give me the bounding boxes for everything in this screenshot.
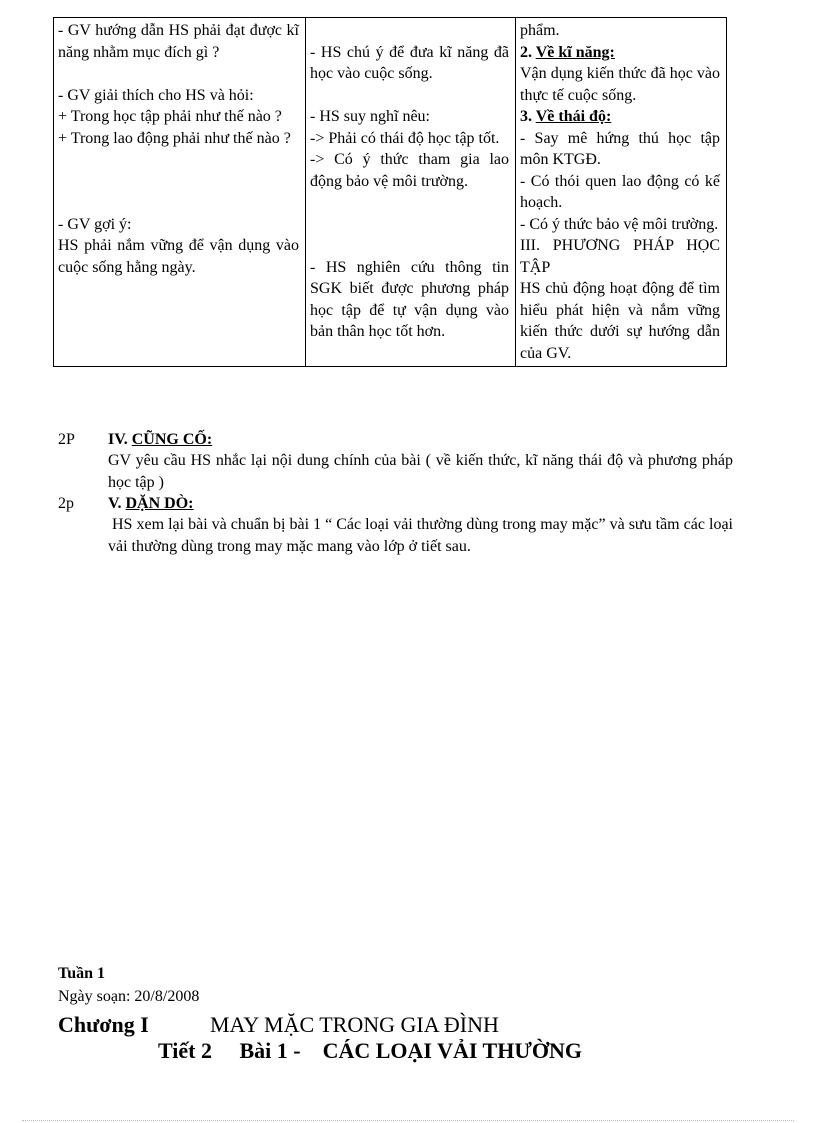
content-line: - Say mê hứng thú học tập môn KTGĐ.: [520, 129, 720, 168]
attitude-heading: 3. Về thái độ:: [520, 108, 612, 125]
teacher-line: - GV gợi ý:: [58, 215, 132, 233]
skills-heading: 2. Về kĩ năng:: [520, 43, 615, 61]
section-time: 2P: [58, 431, 75, 448]
table-row: [54, 18, 727, 367]
chapter-title: MAY MẶC TRONG GIA ĐÌNH: [210, 1012, 499, 1037]
section-body: HS xem lại bài và chuẩn bị bài 1 “ Các loại vải thường dùng trong may mặc” và sưu tầm các loại vải thường dùng trong may mặc mang vào lớp ở tiết sau.: [108, 516, 733, 555]
teacher-line: - GV hướng dẫn HS phải đạt được kĩ năng nhằm mục đích gì ?: [58, 22, 299, 61]
lesson-title: Tiết 2 Bài 1 - CÁC LOẠI VẢI THƯỜNG: [158, 1038, 582, 1063]
prepared-date: Ngày soạn: 20/8/2008: [58, 988, 200, 1005]
section-heading: V. DẶN DÒ:: [108, 495, 194, 512]
week-label: Tuần 1: [58, 965, 105, 982]
teacher-line: + Trong học tập phải như thế nào ?: [58, 108, 282, 125]
teacher-activity-cell: [54, 18, 306, 367]
content-line: - Có ý thức bảo vệ môi trường.: [520, 215, 719, 233]
chapter-label: Chương I: [58, 1012, 149, 1037]
student-activity-cell: [306, 18, 516, 367]
lesson-heading: [58, 1038, 758, 1064]
student-line: -> Phải có thái độ học tập tốt.: [310, 129, 500, 147]
content-line: Vận dụng kiến thức đã học vào thực tế cuộc sống.: [520, 65, 720, 104]
content-cell: [516, 18, 727, 367]
student-line: - HS nghiên cứu thông tin SGK biết được phương pháp học tập để tự vận dụng vào bản thân học tốt hơn.: [310, 258, 509, 340]
student-line: - HS suy nghĩ nêu:: [310, 108, 430, 125]
content-line: HS chủ động hoạt động để tìm hiểu phát hiện và nắm vững kiến thức dưới sự hướng dẫn của GV.: [520, 280, 720, 362]
section-time: 2p: [58, 495, 74, 512]
teacher-line: + Trong lao động phải như thế nào ?: [58, 129, 291, 147]
teacher-line: HS phải nắm vững để vận dụng vào cuộc sống hằng ngày.: [58, 237, 299, 276]
section-heading: IV. CŨNG CỐ:: [108, 431, 213, 448]
lesson-table: [53, 17, 727, 367]
content-line: phẩm.: [520, 22, 560, 39]
content-line: - Có thói quen lao động có kế hoạch.: [520, 172, 720, 211]
chapter-heading: [58, 1012, 758, 1038]
student-line: - HS chú ý để đưa kĩ năng đã học vào cuộc sống.: [310, 43, 509, 82]
student-line: -> Có ý thức tham gia lao động bảo vệ môi trường.: [310, 151, 509, 190]
section-body: GV yêu cầu HS nhắc lại nội dung chính của bài ( về kiến thức, kĩ năng thái độ và phương pháp học tập ): [108, 452, 733, 491]
page-bottom-rule: [22, 1120, 794, 1121]
method-heading: III. PHƯƠNG PHÁP HỌC TẬP: [520, 237, 720, 276]
teacher-line: - GV giải thích cho HS và hỏi:: [58, 86, 254, 104]
